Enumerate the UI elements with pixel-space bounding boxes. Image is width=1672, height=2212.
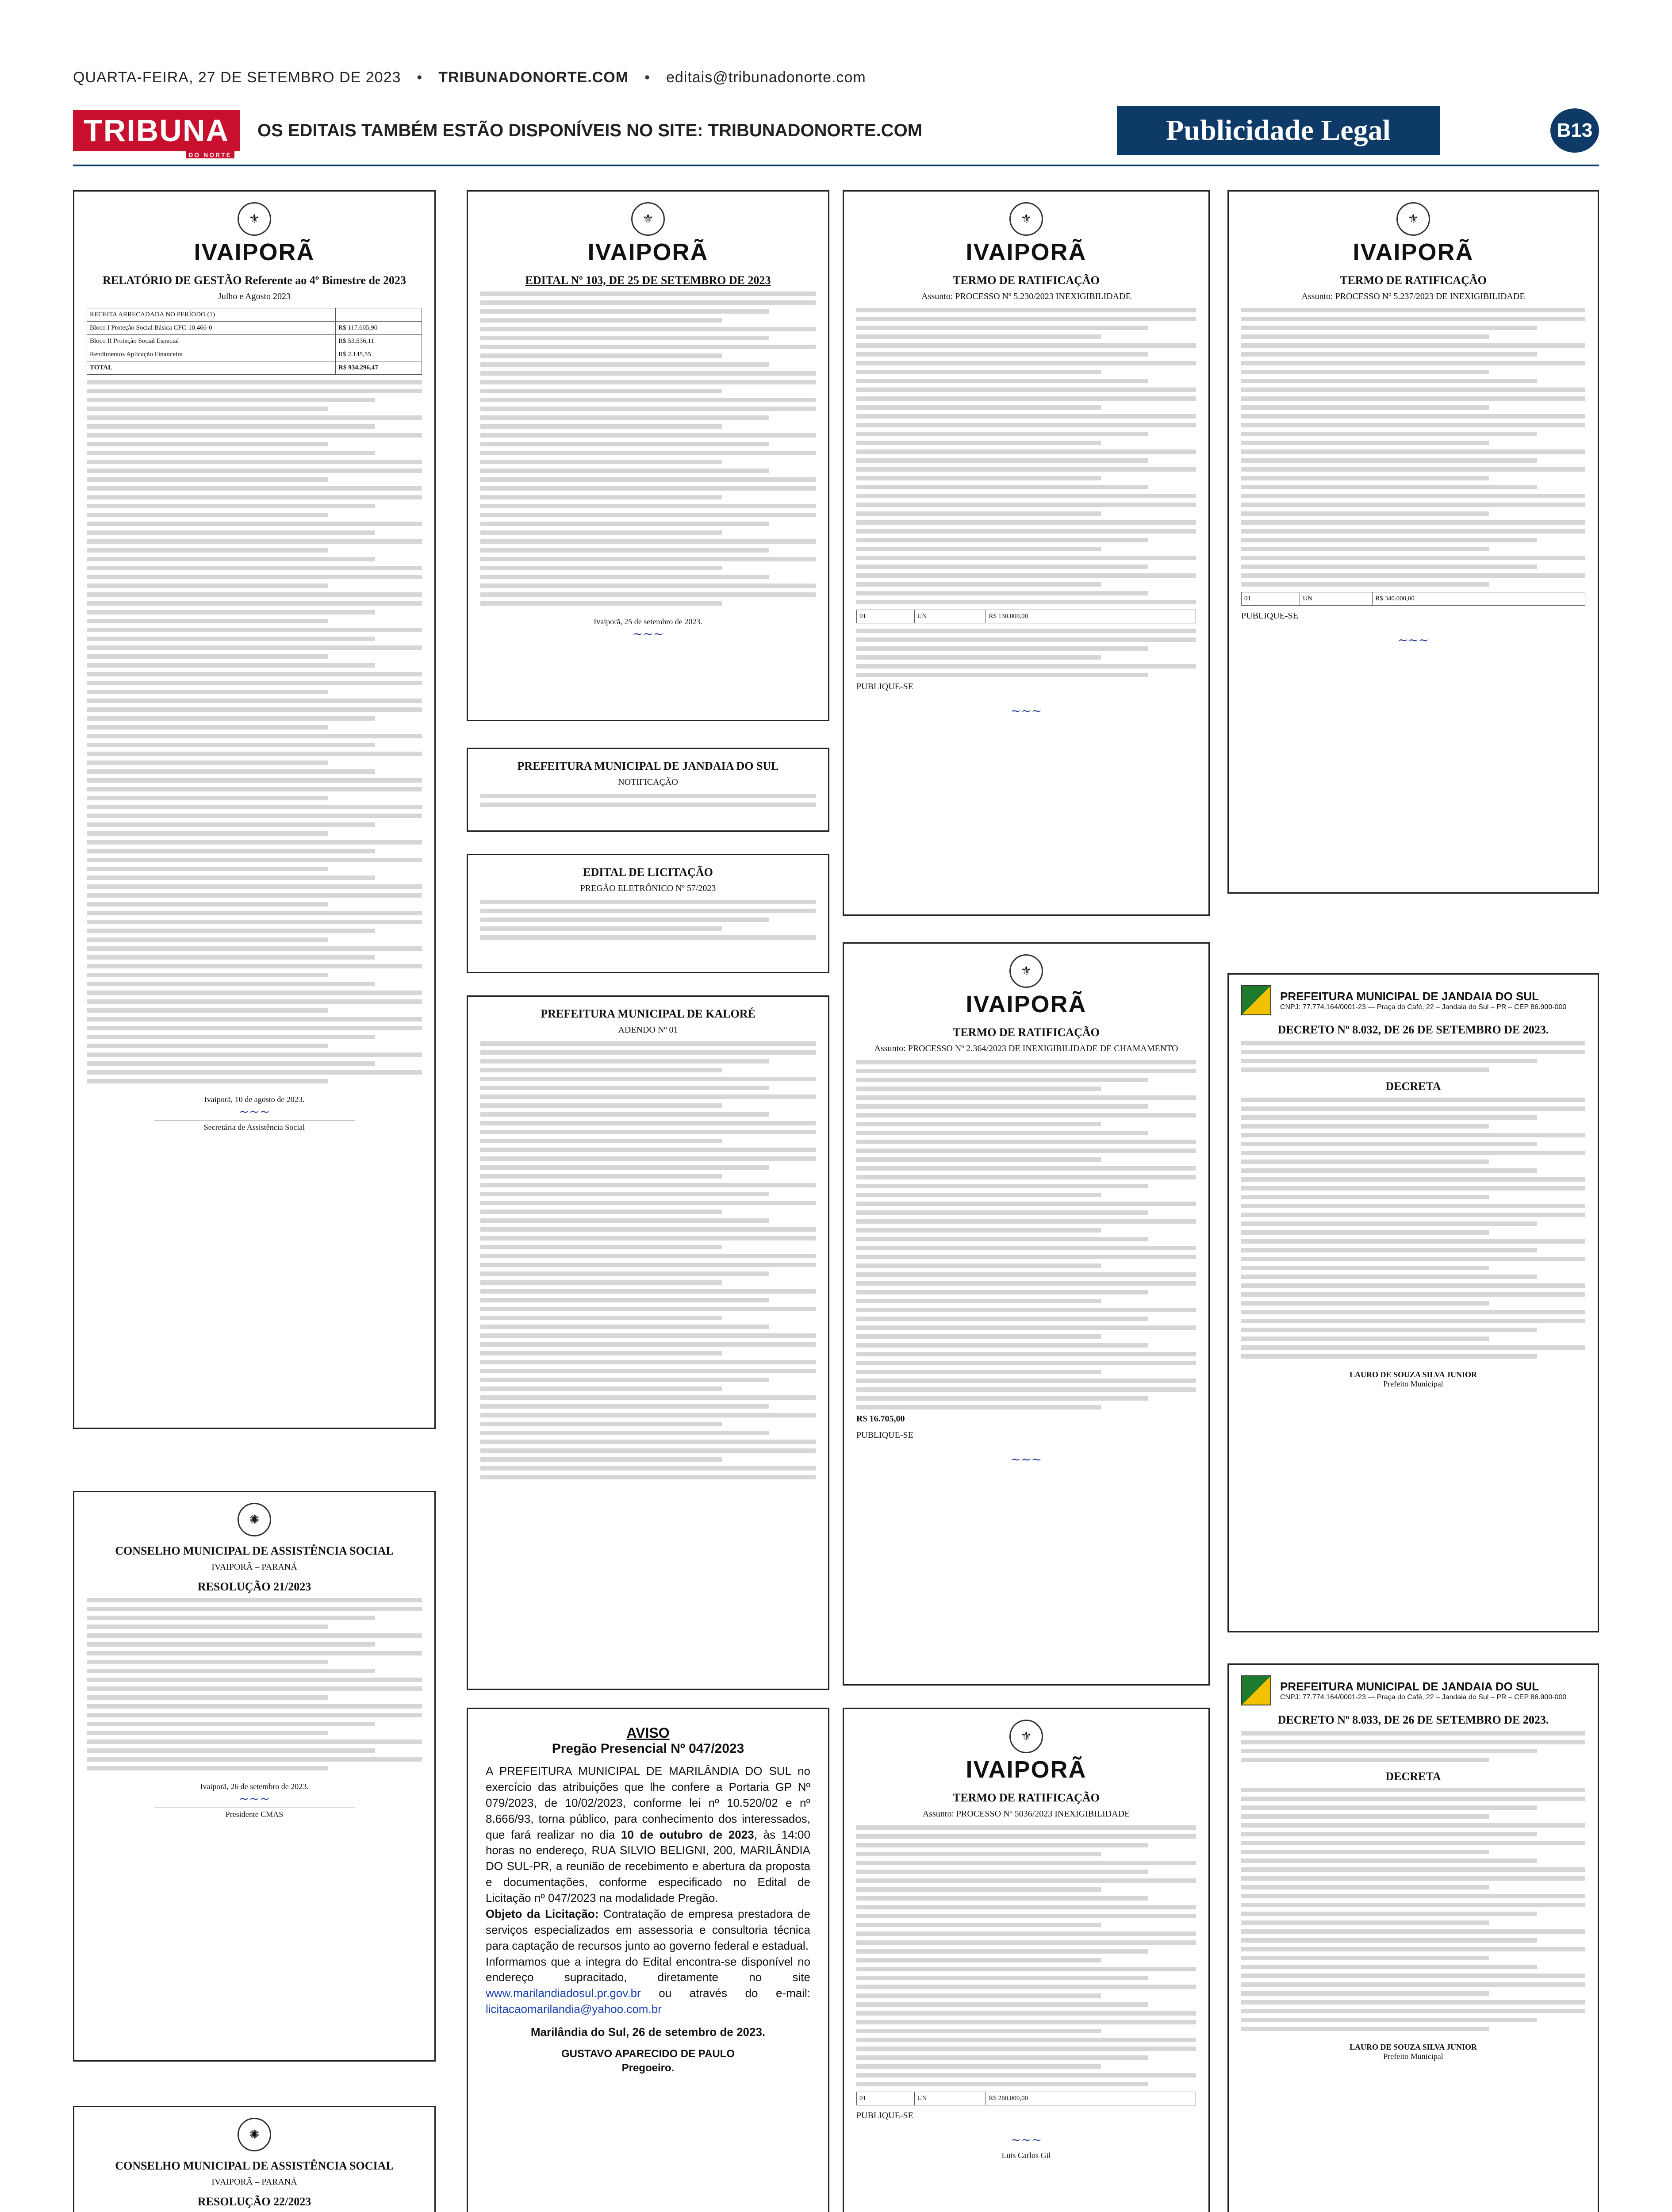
header-divider: [73, 165, 1599, 166]
notice-ratificacao-5230: [843, 190, 1210, 916]
notice-kalore-adendo: [467, 995, 829, 1690]
handwritten-signature: ~~~: [238, 1791, 270, 1806]
notice-subtitle: PREGÃO ELETRÔNICO Nº 57/2023: [580, 883, 716, 893]
notice-date: Ivaiporã, 25 de setembro de 2023.: [594, 617, 702, 626]
notice-title: PREFEITURA MUNICIPAL DE JANDAIA DO SUL: [517, 760, 779, 772]
notice-relatorio-gestao: [73, 190, 436, 1429]
notice-subtitle: Assunto: PROCESSO Nº 2.364/2023 DE INEXIGIBILIDADE DE CHAMAMENTO: [874, 1044, 1178, 1053]
notice-subtitle: Julho e Agosto 2023: [218, 292, 291, 301]
notice-signature: [1241, 1370, 1585, 1389]
cmas-logo-icon: ✺: [238, 1503, 271, 1536]
text-block: [856, 1060, 1196, 1409]
notice-jandaia-decreto-8033: [1227, 1663, 1599, 2212]
header-date: QUARTA-FEIRA, 27 DE SETEMBRO DE 2023: [73, 69, 401, 86]
section-title: Publicidade Legal: [1117, 106, 1440, 155]
notice-signature: [480, 617, 816, 641]
table-cell: RECEITA ARRECADADA NO PERÍODO (1): [87, 308, 336, 322]
notice-date: Ivaiporã, 10 de agosto de 2023.: [204, 1095, 305, 1104]
notice-brand: IVAIPORÃ: [966, 239, 1087, 265]
text-block: [1241, 308, 1585, 587]
table-row: [857, 2092, 1196, 2105]
cmas-logo-icon: ✺: [238, 2118, 271, 2151]
aviso-text: A PREFEITURA MUNICIPAL DE MARILÂNDIA DO SUL no exercício das atribuições que lhe confere a Portaria GP Nº 079/2023, de 10/02/2023, conforme lei nº 10.520/02 e nº 8.666/93, torna público, para conhecimento dos interessados, que fará realizar no dia: [486, 1764, 810, 1841]
table-cell: 01: [1242, 592, 1300, 606]
newspaper-logo[interactable]: [73, 110, 240, 158]
signer-role: Prefeito Municipal: [1383, 2052, 1443, 2061]
notice-signature: [856, 703, 1196, 718]
jandaia-header: [1241, 1675, 1585, 1705]
notice-date: Ivaiporã, 26 de setembro de 2023.: [200, 1782, 309, 1791]
coat-of-arms-icon: ⚜: [1009, 202, 1043, 236]
text-block: [480, 900, 816, 940]
table-row: [1242, 592, 1585, 606]
notice-value: R$ 16.705,00: [856, 1414, 905, 1424]
handwritten-signature: ~~~: [632, 626, 664, 641]
table-cell: R$ 53.536,11: [336, 335, 422, 348]
bullet-icon: •: [417, 69, 423, 86]
table-cell: R$ 260.000,00: [986, 2092, 1196, 2105]
notice-chamamento-2364: [843, 942, 1210, 1686]
notice-title: TERMO DE RATIFICAÇÃO: [1340, 274, 1487, 287]
notice-subtitle: NOTIFICAÇÃO: [618, 777, 678, 787]
table-cell: TOTAL: [87, 361, 336, 375]
notice-jandaia-notificacao: [467, 748, 829, 832]
notice-subtitle: Assunto: PROCESSO Nº 5.230/2023 INEXIGIBILIDADE: [921, 292, 1131, 301]
text-block: [480, 1041, 816, 1479]
table-row: [87, 322, 422, 335]
notice-title: RELATÓRIO DE GESTÃO Referente ao 4º Bimestre de 2023: [103, 274, 406, 287]
notice-ratificacao-5036: [843, 1708, 1210, 2212]
signer-name: Luis Carlos Gil: [1001, 2151, 1051, 2160]
aviso-info: ou através do e-mail:: [640, 1986, 810, 2000]
table-row: [87, 361, 422, 375]
notice-footer: PUBLIQUE-SE: [856, 2111, 913, 2120]
aviso-email-link[interactable]: licitacaomarilandia@yahoo.com.br: [486, 2002, 662, 2016]
notice-subtitle: IVAIPORÃ – PARANÁ: [211, 2177, 297, 2187]
notice-signature: [1241, 633, 1585, 647]
aviso-text: , às 14:00 horas no endereço, RUA SILVIO BELIGNI, 200, MARILÂNDIA DO SUL-PR, a reunião de recebimento e abertura da proposta e documentações, conforme especificado no Edital de Licitação nº 047/2023 na modalidade Pregão.: [486, 1828, 810, 1905]
table-cell: R$ 130.000,00: [986, 610, 1196, 623]
table-cell: R$ 117.605,90: [336, 322, 422, 335]
notice-aviso-pregao-047: [467, 1708, 829, 2212]
notice-subtitle: Pregão Presencial Nº 047/2023: [552, 1741, 744, 1756]
handwritten-signature: ~~~: [1010, 703, 1042, 718]
notice-title: PREFEITURA MUNICIPAL DE KALORÉ: [541, 1007, 755, 1020]
text-block: [1241, 1041, 1585, 1072]
coat-of-arms-icon: ⚜: [1009, 1720, 1043, 1753]
notice-cmas-resolucao-21: [73, 1491, 436, 2062]
municipal-flag-icon: [1241, 985, 1271, 1015]
items-table: [856, 2092, 1196, 2105]
decree-section: DECRETA: [1385, 1080, 1441, 1093]
signer-role: Secretária de Assistência Social: [203, 1123, 305, 1132]
notice-footer: PUBLIQUE-SE: [856, 1430, 913, 1440]
notice-signature: [87, 1782, 422, 1819]
notice-title: TERMO DE RATIFICAÇÃO: [953, 1791, 1100, 1804]
notice-footer: PUBLIQUE-SE: [856, 682, 913, 691]
table-cell: Rendimentos Aplicação Financeira: [87, 348, 336, 361]
items-table: [856, 610, 1196, 623]
header-site[interactable]: TRIBUNADONORTE.COM: [438, 69, 629, 86]
decree-number: DECRETO Nº 8.033, DE 26 DE SETEMBRO DE 2023.: [1277, 1713, 1549, 1726]
notice-jandaia-decreto-8032: [1227, 973, 1599, 1632]
table-row: [87, 335, 422, 348]
table-cell: UN: [914, 610, 986, 623]
aviso-date: 10 de outubro de 2023: [621, 1828, 754, 1841]
text-block: [1241, 1098, 1585, 1359]
notice-ratificacao-5237: [1227, 190, 1599, 894]
notice-info: CNPJ: 77.774.164/0001-23 — Praça do Café, 22 – Jandaia do Sul – PR – CEP 86.900-000: [1280, 1693, 1567, 1701]
notice-title: PREFEITURA MUNICIPAL DE JANDAIA DO SUL: [1280, 989, 1539, 1003]
table-cell: 01: [857, 2092, 915, 2105]
table-row: [857, 610, 1196, 623]
notice-title: CONSELHO MUNICIPAL DE ASSISTÊNCIA SOCIAL: [115, 1544, 394, 1557]
table-cell: Bloco I Proteção Social Básica CFC-10.466-0: [87, 322, 336, 335]
signer-name: LAURO DE SOUZA SILVA JUNIOR: [1349, 2043, 1477, 2051]
bullet-icon: •: [644, 69, 650, 86]
text-block: [1241, 1788, 1585, 2031]
notice-footer: PUBLIQUE-SE: [1241, 611, 1298, 621]
notice-brand: IVAIPORÃ: [194, 239, 315, 265]
text-block: [87, 380, 422, 1083]
financial-table: [87, 308, 422, 375]
notice-subtitle: Assunto: PROCESSO Nº 5.237/2023 DE INEXIGIBILIDADE: [1301, 292, 1525, 301]
signer-name: LAURO DE SOUZA SILVA JUNIOR: [1349, 1370, 1477, 1379]
text-block: [856, 629, 1196, 677]
table-cell: UN: [914, 2092, 986, 2105]
resolution-number: RESOLUÇÃO 22/2023: [197, 2195, 311, 2208]
notice-title: AVISO: [626, 1725, 670, 1741]
logo-text: TRIBUNA: [84, 113, 229, 148]
handwritten-signature: ~~~: [1010, 2132, 1042, 2147]
page-number: B13: [1550, 108, 1599, 153]
notice-subtitle: IVAIPORÃ – PARANÁ: [211, 1562, 297, 1572]
table-cell: UN: [1300, 592, 1373, 606]
decree-number: DECRETO Nº 8.032, DE 26 DE SETEMBRO DE 2023.: [1277, 1023, 1549, 1036]
signer-role: Prefeito Municipal: [1383, 1379, 1443, 1388]
logo-subtext: DO NORTE: [186, 151, 234, 158]
notice-signature: [1241, 2043, 1585, 2061]
aviso-object-label: Objeto da Licitação:: [486, 1907, 599, 1920]
notice-title: CONSELHO MUNICIPAL DE ASSISTÊNCIA SOCIAL: [115, 2159, 394, 2172]
notice-jandaia-edital: [467, 854, 829, 973]
jandaia-header: [1241, 985, 1585, 1015]
notice-cmas-resolucao-22: [73, 2106, 436, 2212]
header-bar: [73, 66, 1599, 88]
coat-of-arms-icon: ⚜: [631, 202, 665, 236]
notice-date: Marilândia do Sul, 26 de setembro de 2023.: [530, 2025, 766, 2039]
notice-subtitle: ADENDO Nº 01: [618, 1025, 678, 1035]
table-cell: R$ 340.000,00: [1373, 592, 1585, 606]
text-block: [87, 1598, 422, 1770]
municipal-flag-icon: [1241, 1675, 1271, 1705]
handwritten-signature: ~~~: [238, 1104, 270, 1119]
notice-brand: IVAIPORÃ: [966, 991, 1087, 1018]
signer-role: Presidente CMAS: [225, 1810, 284, 1819]
notice-brand: IVAIPORÃ: [966, 1756, 1087, 1783]
aviso-website-link[interactable]: www.marilandiadosul.pr.gov.br: [486, 1986, 641, 2000]
notice-title: TERMO DE RATIFICAÇÃO: [953, 1026, 1100, 1039]
coat-of-arms-icon: ⚜: [238, 202, 271, 236]
decree-section: DECRETA: [1385, 1770, 1441, 1783]
header-email[interactable]: editais@tribunadonorte.com: [666, 69, 866, 86]
text-block: [856, 1825, 1196, 2086]
signer-name: GUSTAVO APARECIDO DE PAULO: [561, 2048, 735, 2060]
notice-signature: [87, 1095, 422, 1132]
handwritten-signature: ~~~: [1010, 1452, 1042, 1467]
notice-info: CNPJ: 77.774.164/0001-23 — Praça do Café, 22 – Jandaia do Sul – PR – CEP 86.900-000: [1280, 1003, 1567, 1011]
notice-brand: IVAIPORÃ: [587, 239, 709, 265]
table-cell: R$ 934.296,47: [336, 361, 422, 375]
table-row: [87, 348, 422, 361]
aviso-object-text: Contratação de empresa prestadora de serviços especializados em assessoria e consultoria técnica para captação de recursos junto ao governo federal e estadual.: [486, 1907, 810, 1952]
resolution-number: RESOLUÇÃO 21/2023: [197, 1580, 311, 1593]
signer-role: Pregoeiro.: [621, 2062, 675, 2074]
notice-title: PREFEITURA MUNICIPAL DE JANDAIA DO SUL: [1280, 1679, 1539, 1693]
coat-of-arms-icon: ⚜: [1009, 954, 1043, 988]
table-cell: Bloco II Proteção Social Especial: [87, 335, 336, 348]
notice-title: EDITAL DE LICITAÇÃO: [583, 866, 713, 879]
table-cell: 01: [857, 610, 915, 623]
aviso-info: Informamos que a integra do Edital encontra-se disponível no endereço supracitado, diretamente no site: [486, 1955, 810, 1984]
table-cell: [336, 308, 422, 322]
notice-subtitle: Assunto: PROCESSO Nº 5036/2023 INEXIGIBILIDADE: [922, 1809, 1130, 1819]
items-table: [1241, 592, 1585, 606]
text-block: [480, 794, 816, 807]
text-block: [480, 292, 816, 606]
notice-body: [486, 1763, 810, 2017]
table-row: [87, 308, 422, 322]
notice-edital-103: [467, 190, 829, 721]
notice-signature: [856, 2132, 1196, 2160]
table-cell: R$ 2.145,55: [336, 348, 422, 361]
text-block: [856, 308, 1196, 604]
notice-signature: [856, 1452, 1196, 1467]
notice-title: TERMO DE RATIFICAÇÃO: [953, 274, 1100, 287]
handwritten-signature: ~~~: [1397, 633, 1429, 647]
notice-title: EDITAL Nº 103, DE 25 DE SETEMBRO DE 2023: [525, 274, 771, 287]
site-notice: OS EDITAIS TAMBÉM ESTÃO DISPONÍVEIS NO SITE: TRIBUNADONORTE.COM: [257, 120, 922, 140]
notice-brand: IVAIPORÃ: [1353, 239, 1474, 265]
coat-of-arms-icon: ⚜: [1396, 202, 1430, 236]
text-block: [1241, 1731, 1585, 1762]
